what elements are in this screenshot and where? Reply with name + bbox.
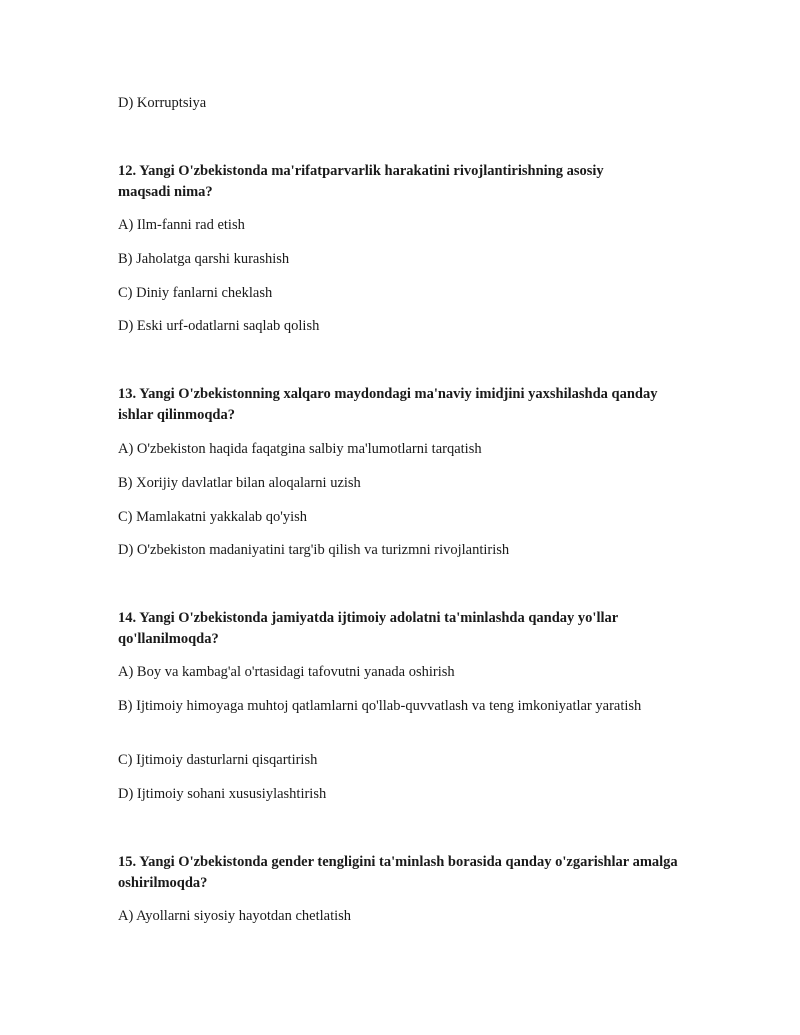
answer-option-a: A) Boy va kambag'al o'rtasidagi tafovutni yanada oshirish bbox=[118, 664, 455, 680]
answer-option-d: D) Eski urf-odatlarni saqlab qolish bbox=[118, 318, 320, 334]
answer-option-a: A) Ilm-fanni rad etish bbox=[118, 217, 245, 233]
question-12: 12. Yangi O'zbekistonda ma'rifatparvarlik harakatini rivojlantirishning asosiy maqsadi nima? bbox=[118, 163, 604, 200]
question-13: 13. Yangi O'zbekistonning xalqaro maydondagi ma'naviy imidjini yaxshilashda qanday ishlar qilinmoqda? bbox=[118, 386, 658, 423]
answer-option-c: C) Ijtimoiy dasturlarni qisqartirish bbox=[118, 752, 318, 768]
answer-option-d: D) Ijtimoiy sohani xususiylashtirish bbox=[118, 786, 327, 802]
answer-option-c: C) Mamlakatni yakkalab qo'yish bbox=[118, 509, 308, 525]
answer-option-b: B) Ijtimoiy himoyaga muhtoj qatlamlarni qo'llab-quvvatlash va teng imkoniyatlar yaratish bbox=[118, 698, 642, 714]
answer-option-b: B) Jaholatga qarshi kurashish bbox=[118, 251, 290, 267]
question-14: 14. Yangi O'zbekistonda jamiyatda ijtimoiy adolatni ta'minlashda qanday yo'llar qo'llanilmoqda? bbox=[118, 610, 618, 647]
answer-option-a: A) Ayollarni siyosiy hayotdan chetlatish bbox=[118, 908, 352, 924]
question-15: 15. Yangi O'zbekistonda gender tengligini ta'minlash borasida qanday o'zgarishlar amalga oshirilmoqda? bbox=[118, 854, 678, 891]
answer-option-a: A) O'zbekiston haqida faqatgina salbiy ma'lumotlarni tarqatish bbox=[118, 441, 482, 457]
answer-option-d: D) Korruptsiya bbox=[118, 95, 207, 111]
answer-option-d: D) O'zbekiston madaniyatini targ'ib qilish va turizmni rivojlantirish bbox=[118, 542, 510, 558]
answer-option-c: C) Diniy fanlarni cheklash bbox=[118, 285, 273, 301]
answer-option-b: B) Xorijiy davlatlar bilan aloqalarni uzish bbox=[118, 475, 361, 491]
